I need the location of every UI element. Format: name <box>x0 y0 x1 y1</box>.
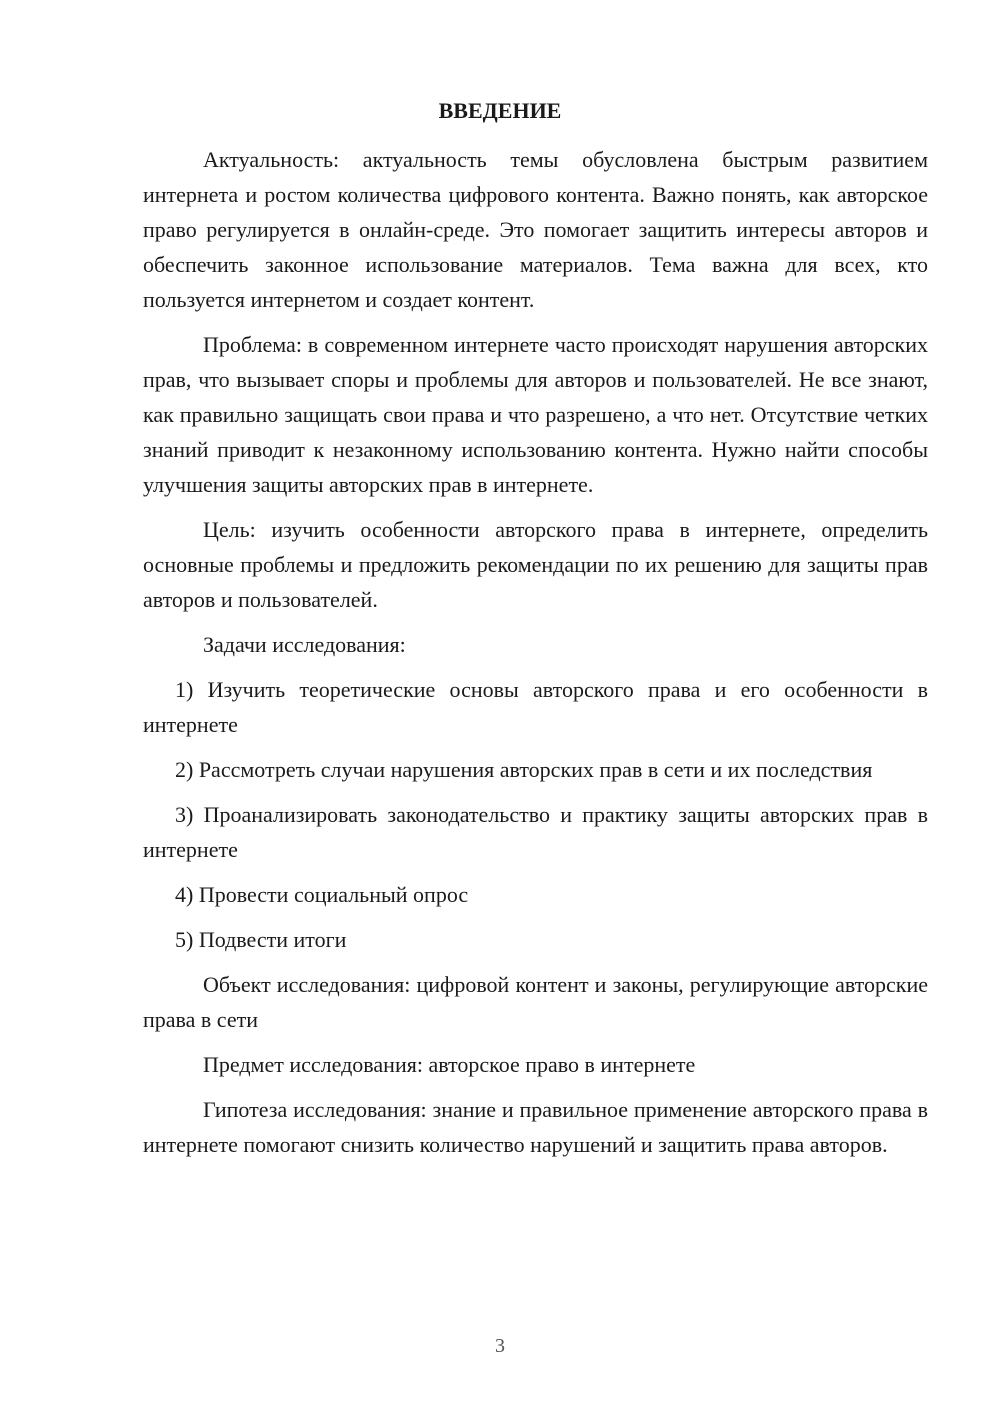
object-paragraph: Объект исследования: цифровой контент и законы, регулирующие авторские права в сети <box>143 972 928 1032</box>
task-item: 5) Подвести итоги <box>175 927 347 952</box>
task-item: 1) Изучить теоретические основы авторского права и его особенности в интернете <box>143 677 928 737</box>
goal-paragraph: Цель: изучить особенности авторского права в интернете, определить основные проблемы и предложить рекомендации по их решению для защиты прав авторов и пользователей. <box>143 517 928 612</box>
page-number: 3 <box>495 1335 505 1357</box>
tasks-title: Задачи исследования: <box>203 632 406 657</box>
relevance-paragraph: Актуальность: актуальность темы обусловлена быстрым развитием интернета и ростом количества цифрового контента. Важно понять, как авторское право регулируется в онлайн-среде. Это помогает защитить интересы авторов и обеспечить законное использование материалов. Тема важна для всех, кто пользуется интернетом и создает контент. <box>143 147 928 312</box>
subject-paragraph: Предмет исследования: авторское право в интернете <box>203 1052 696 1077</box>
task-item: 4) Провести социальный опрос <box>175 882 469 907</box>
task-item: 3) Проанализировать законодательство и практику защиты авторских прав в интернете <box>143 802 928 862</box>
task-item: 2) Рассмотреть случаи нарушения авторских прав в сети и их последствия <box>175 757 873 782</box>
hypothesis-paragraph: Гипотеза исследования: знание и правильное применение авторского права в интернете помогают снизить количество нарушений и защитить права авторов. <box>143 1097 928 1157</box>
page-title: ВВЕДЕНИЕ <box>438 98 562 123</box>
body-text <box>143 142 928 1162</box>
problem-paragraph: Проблема: в современном интернете часто происходят нарушения авторских прав, что вызывает споры и проблемы для авторов и пользователей. Не все знают, как правильно защищать свои права и что разрешено, а что нет. Отсутствие четких знаний приводит к незаконному использованию контента. Нужно найти способы улучшения защиты авторских прав в интернете. <box>143 332 928 497</box>
